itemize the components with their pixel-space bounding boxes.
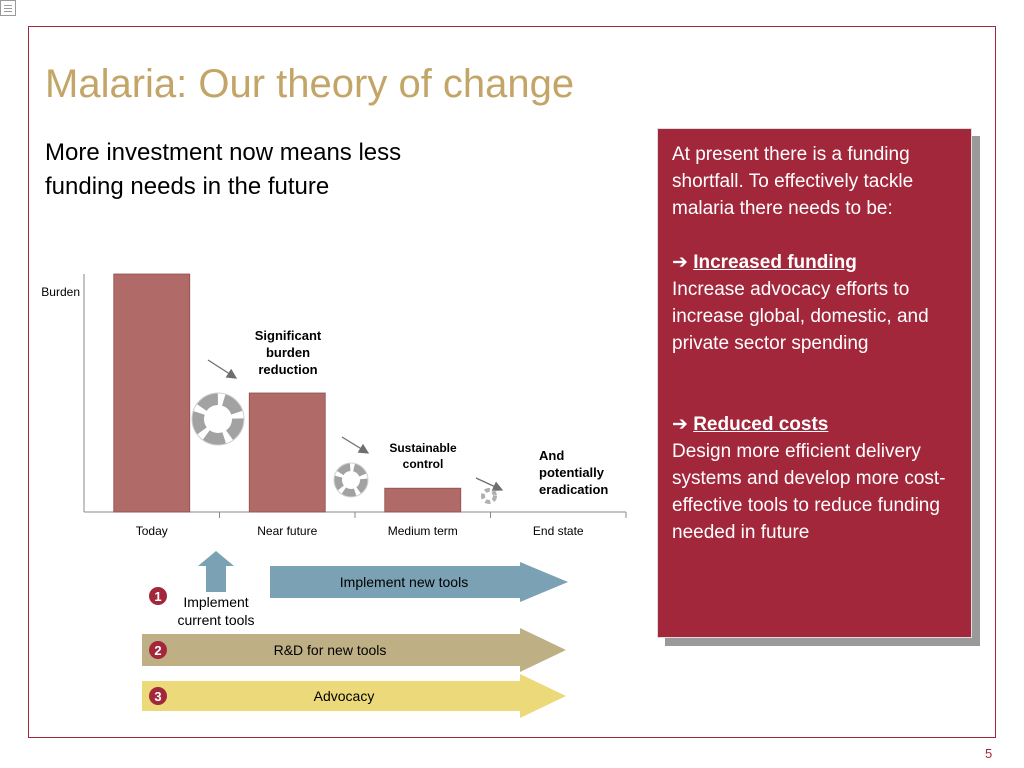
callout-point2 bbox=[672, 411, 959, 438]
pointer-arrow bbox=[342, 437, 368, 453]
number-badge-1-label: 1 bbox=[154, 589, 162, 604]
bar-medium-term bbox=[385, 488, 461, 512]
callout-point2-body: Design more efficient delivery systems and develop more cost-effective tools to reduce funding needed in future bbox=[672, 441, 946, 543]
bar-today bbox=[114, 274, 190, 512]
funding-callout bbox=[657, 128, 972, 638]
number-badge-2-label: 2 bbox=[154, 643, 162, 658]
number-badge-3-label: 3 bbox=[154, 689, 162, 704]
category-label: Near future bbox=[257, 524, 318, 538]
advocacy-label: Advocacy bbox=[313, 688, 375, 704]
slide-title: Malaria: Our theory of change bbox=[45, 62, 575, 106]
slide-subtitle: More investment now means less funding needs in the future bbox=[45, 139, 402, 200]
up-arrow bbox=[198, 551, 234, 592]
category-label: End state bbox=[532, 524, 584, 538]
rd-label: R&D for new tools bbox=[273, 642, 387, 658]
bars bbox=[114, 274, 461, 512]
pointer-arrow bbox=[208, 360, 236, 378]
implement-current-label: Implement current tools bbox=[177, 594, 255, 628]
cycle-icon bbox=[334, 463, 368, 497]
callout-intro: At present there is a funding shortfall. To effectively tackle malaria there needs to be: bbox=[672, 144, 914, 219]
arrow-icon: ➔ bbox=[672, 414, 688, 435]
callout-point1 bbox=[672, 249, 959, 276]
cycle-icon bbox=[483, 490, 495, 502]
category-label: Today bbox=[135, 524, 168, 538]
category-label: Medium term bbox=[387, 524, 458, 538]
new-tools-label: Implement new tools bbox=[339, 574, 469, 590]
callout-point1-body: Increase advocacy efforts to increase global, domestic, and private sector spending bbox=[672, 279, 929, 354]
x-ticks bbox=[220, 512, 627, 518]
y-axis-label: Burden bbox=[41, 285, 80, 299]
annotation-eradication: And potentially eradication bbox=[539, 448, 609, 497]
callout-point2-heading: Reduced costs bbox=[693, 414, 829, 435]
annotation-sustainable-control: Sustainable control bbox=[389, 441, 457, 471]
cycle-icon bbox=[192, 393, 244, 445]
bar-near-future bbox=[249, 393, 325, 512]
arrow-icon: ➔ bbox=[672, 252, 688, 273]
annotation-significant-reduction: Significant burden reduction bbox=[254, 328, 322, 377]
callout-point1-heading: Increased funding bbox=[693, 252, 857, 273]
category-labels bbox=[136, 524, 584, 538]
page-number: 5 bbox=[985, 746, 993, 761]
